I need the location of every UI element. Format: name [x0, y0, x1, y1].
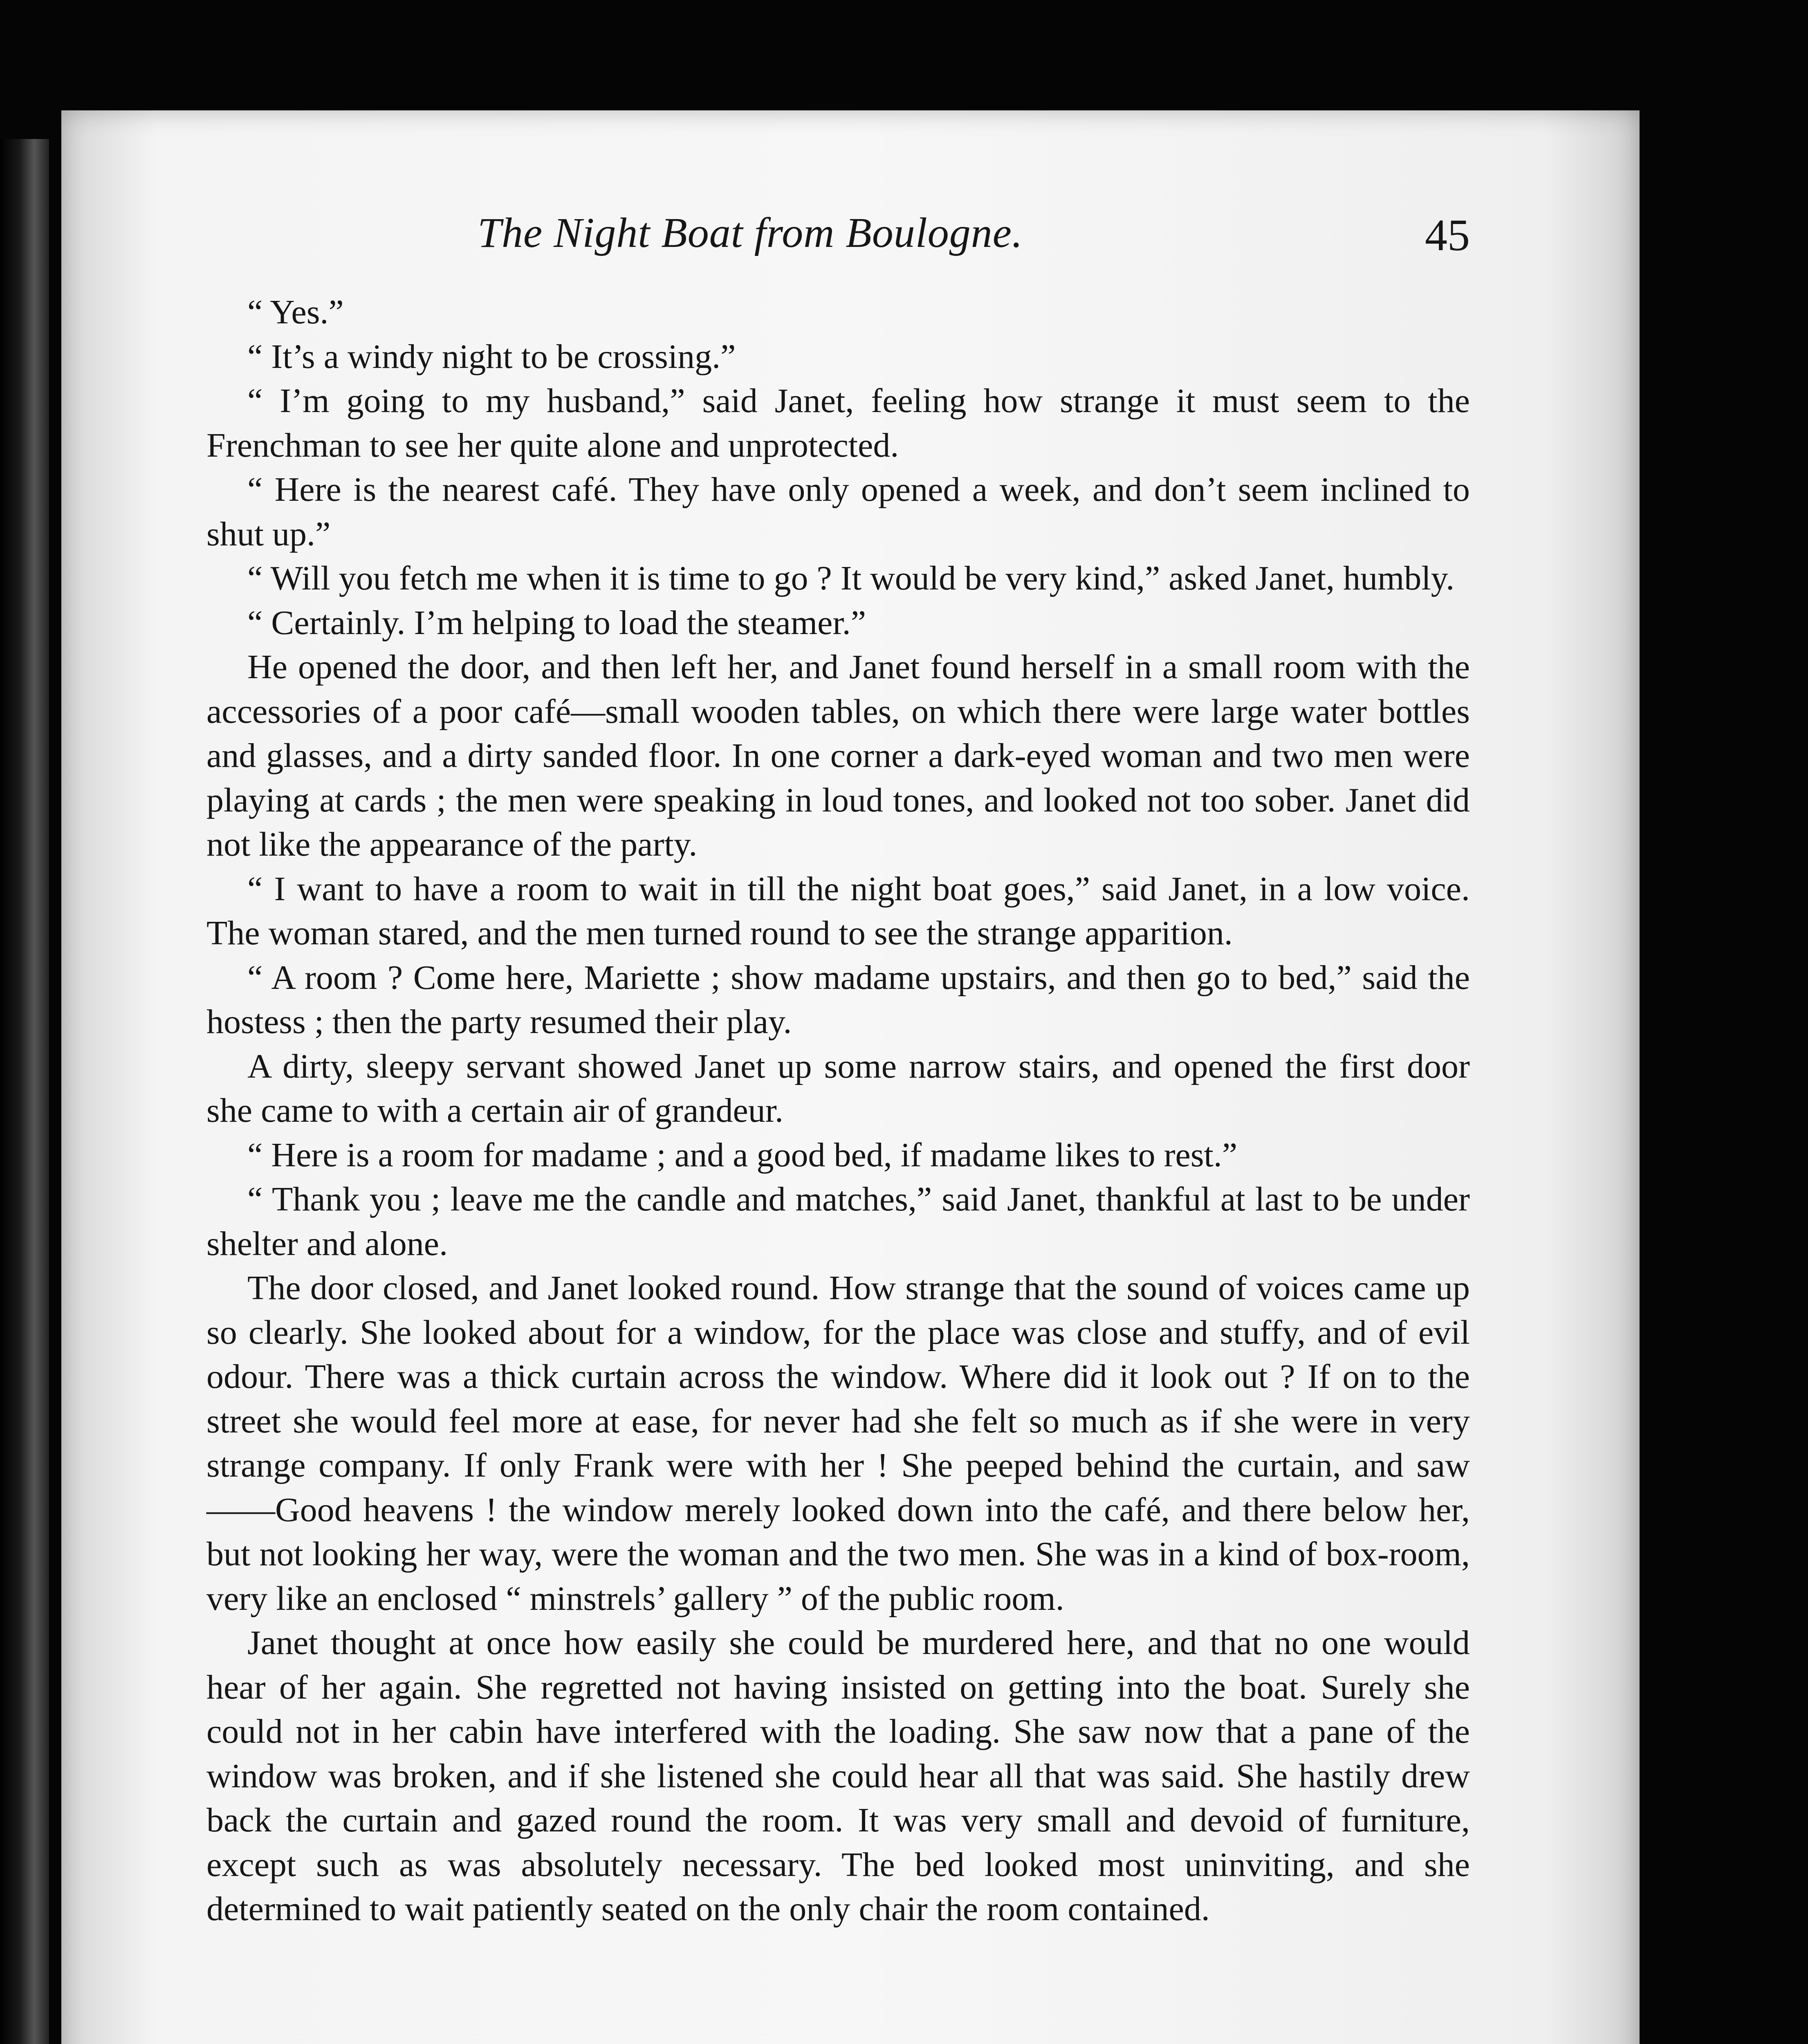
paragraph: “ Here is a room for madame ; and a good bed, if madame likes to rest.” [247, 1136, 1238, 1174]
book-spine-edge [0, 139, 49, 2044]
paragraph: “ A room ? Come here, Mariette ; show madame upstairs, and then go to bed,” said the hostess ; then the party resumed their play. [206, 958, 1470, 1041]
running-title: The Night Boat from Boulogne. [478, 209, 1023, 256]
paragraph: “ Yes.” [247, 293, 344, 331]
paragraph: Janet thought at once how easily she could be murdered here, and that no one would hear of her again. She regretted not having insisted on getting into the boat. Surely she could not in her cabin have interfered with the loading. She saw now that a pane of the window was broken, and if she listened she could hear all that was said. She hastily drew back the curtain and gazed round the room. It was very small and devoid of furniture, except such as was absolutely necessary. The bed looked most uninviting, and she determined to wait patiently seated on the only chair the room contained. [206, 1624, 1470, 1928]
paragraph: “ Here is the nearest café. They have only opened a week, and don’t seem inclined to shut up.” [206, 471, 1470, 553]
paragraph: “ Thank you ; leave me the candle and matches,” said Janet, thankful at last to be under shelter and alone. [206, 1180, 1470, 1263]
page-content [206, 208, 1470, 1932]
paragraph: The door closed, and Janet looked round. How strange that the sound of voices came up so clearly. She looked about for a window, for the place was close and stuffy, and of evil odour. There was a thick curtain across the window. Where did it look out ? If on to the street she would feel more at ease, for never had she felt so much as if she were in very strange company. If only Frank were with her ! She peeped behind the curtain, and saw——Good heavens ! the window merely looked down into the café, and there below her, but not looking her way, were the woman and the two men. She was in a kind of box-room, very like an enclosed “ minstrels’ gallery ” of the public room. [206, 1269, 1470, 1618]
book-page [61, 110, 1640, 2044]
paragraph: “ I’m going to my husband,” said Janet, feeling how strange it must seem to the Frenchman to see her quite alone and unprotected. [206, 382, 1470, 464]
body-text [206, 290, 1470, 1932]
paragraph: “ I want to have a room to wait in till the night boat goes,” said Janet, in a low voice. The woman stared, and the men turned round to see the strange apparition. [206, 870, 1470, 952]
paragraph: He opened the door, and then left her, and Janet found herself in a small room with the accessories of a poor café—small wooden tables, on which there were large water bottles and glasses, and a dirty sanded floor. In one corner a dark-eyed woman and two men were playing at cards ; the men were speaking in loud tones, and looked not too sober. Janet did not like the appearance of the party. [206, 648, 1470, 863]
running-head [206, 208, 1470, 270]
paragraph: A dirty, sleepy servant showed Janet up some narrow stairs, and opened the first door she came to with a certain air of grandeur. [206, 1047, 1470, 1130]
paragraph: “ Certainly. I’m helping to load the steamer.” [247, 603, 866, 642]
paragraph: “ It’s a windy night to be crossing.” [247, 337, 736, 376]
page-number: 45 [1425, 210, 1470, 260]
paragraph: “ Will you fetch me when it is time to go ? It would be very kind,” asked Janet, humbly. [247, 559, 1455, 597]
